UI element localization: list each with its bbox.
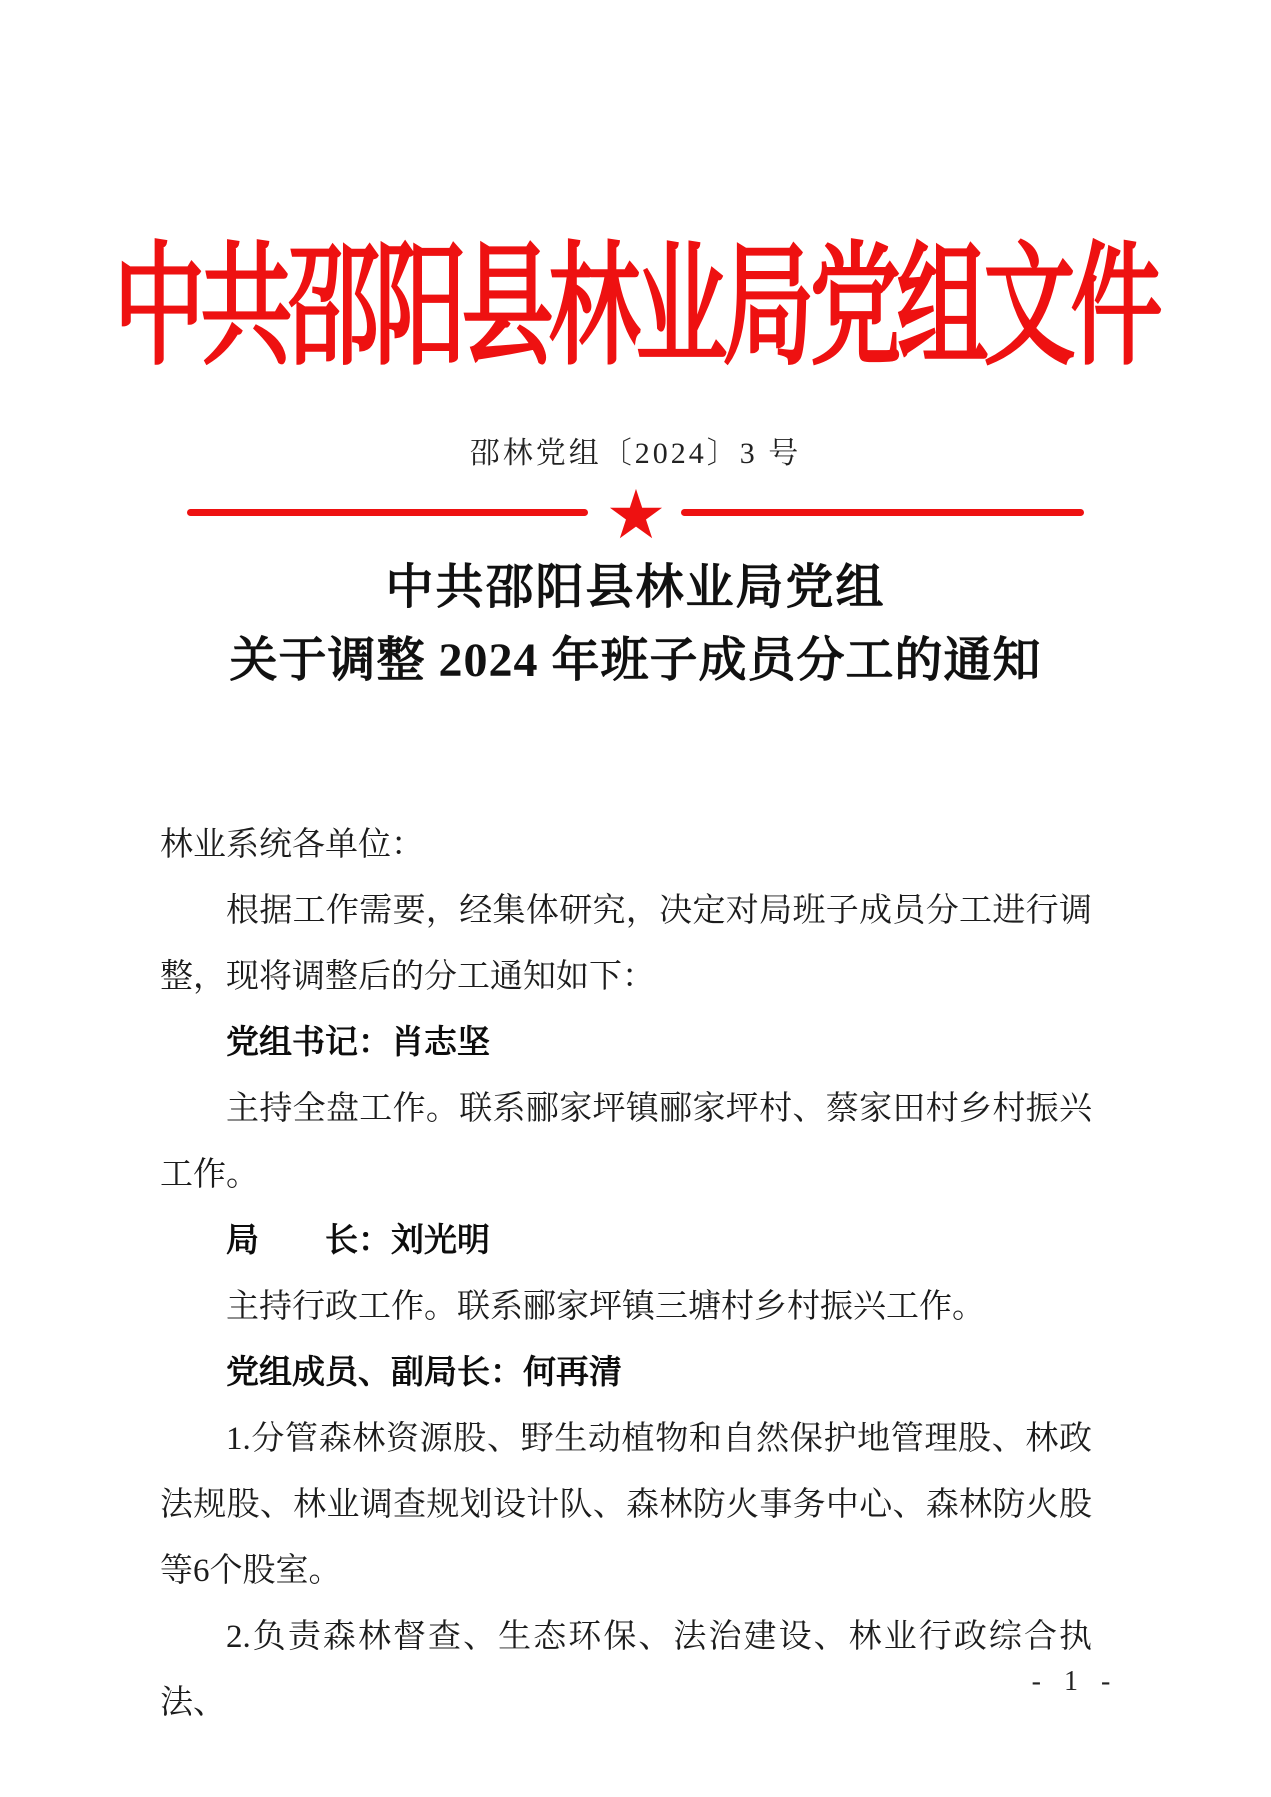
- body-paragraph: 根据工作需要，经集体研究，决定对局班子成员分工进行调整，现将调整后的分工通知如下：: [160, 893, 1092, 995]
- red-header-title: 中共邵阳县林业局党组文件: [113, 233, 1158, 382]
- body-paragraph: 局 长：刘光明: [226, 1223, 490, 1259]
- body-paragraph: 林业系统各单位：: [160, 827, 424, 863]
- body-paragraph: 主持全盘工作。联系郦家坪镇郦家坪村、蔡家田村乡村振兴工作。: [160, 1091, 1092, 1193]
- body-paragraph: 主持行政工作。联系郦家坪镇三塘村乡村振兴工作。: [226, 1289, 985, 1325]
- red-divider-right: [681, 509, 1084, 516]
- page-number: - 1 -: [1031, 1666, 1119, 1697]
- body-paragraph: 2.负责森林督查、生态环保、法治建设、林业行政综合执法、: [160, 1619, 1092, 1721]
- body-paragraph: 党组成员、副局长：何再清: [226, 1355, 622, 1391]
- red-divider-left: [187, 509, 588, 516]
- body-paragraph: 1.分管森林资源股、野生动植物和自然保护地管理股、林政法规股、林业调查规划设计队、森林防火事务中心、森林防火股等6个股室。: [160, 1421, 1092, 1589]
- red-star-icon: ★: [605, 476, 667, 555]
- document-number: 邵林党组〔2024〕3 号: [469, 437, 802, 470]
- document-body: [160, 812, 1092, 1736]
- document-title-line1: 中共邵阳县林业局党组: [385, 561, 886, 614]
- body-paragraph: 党组书记：肖志坚: [226, 1025, 490, 1061]
- document-title-line2: 关于调整 2024 年班子成员分工的通知: [229, 634, 1042, 687]
